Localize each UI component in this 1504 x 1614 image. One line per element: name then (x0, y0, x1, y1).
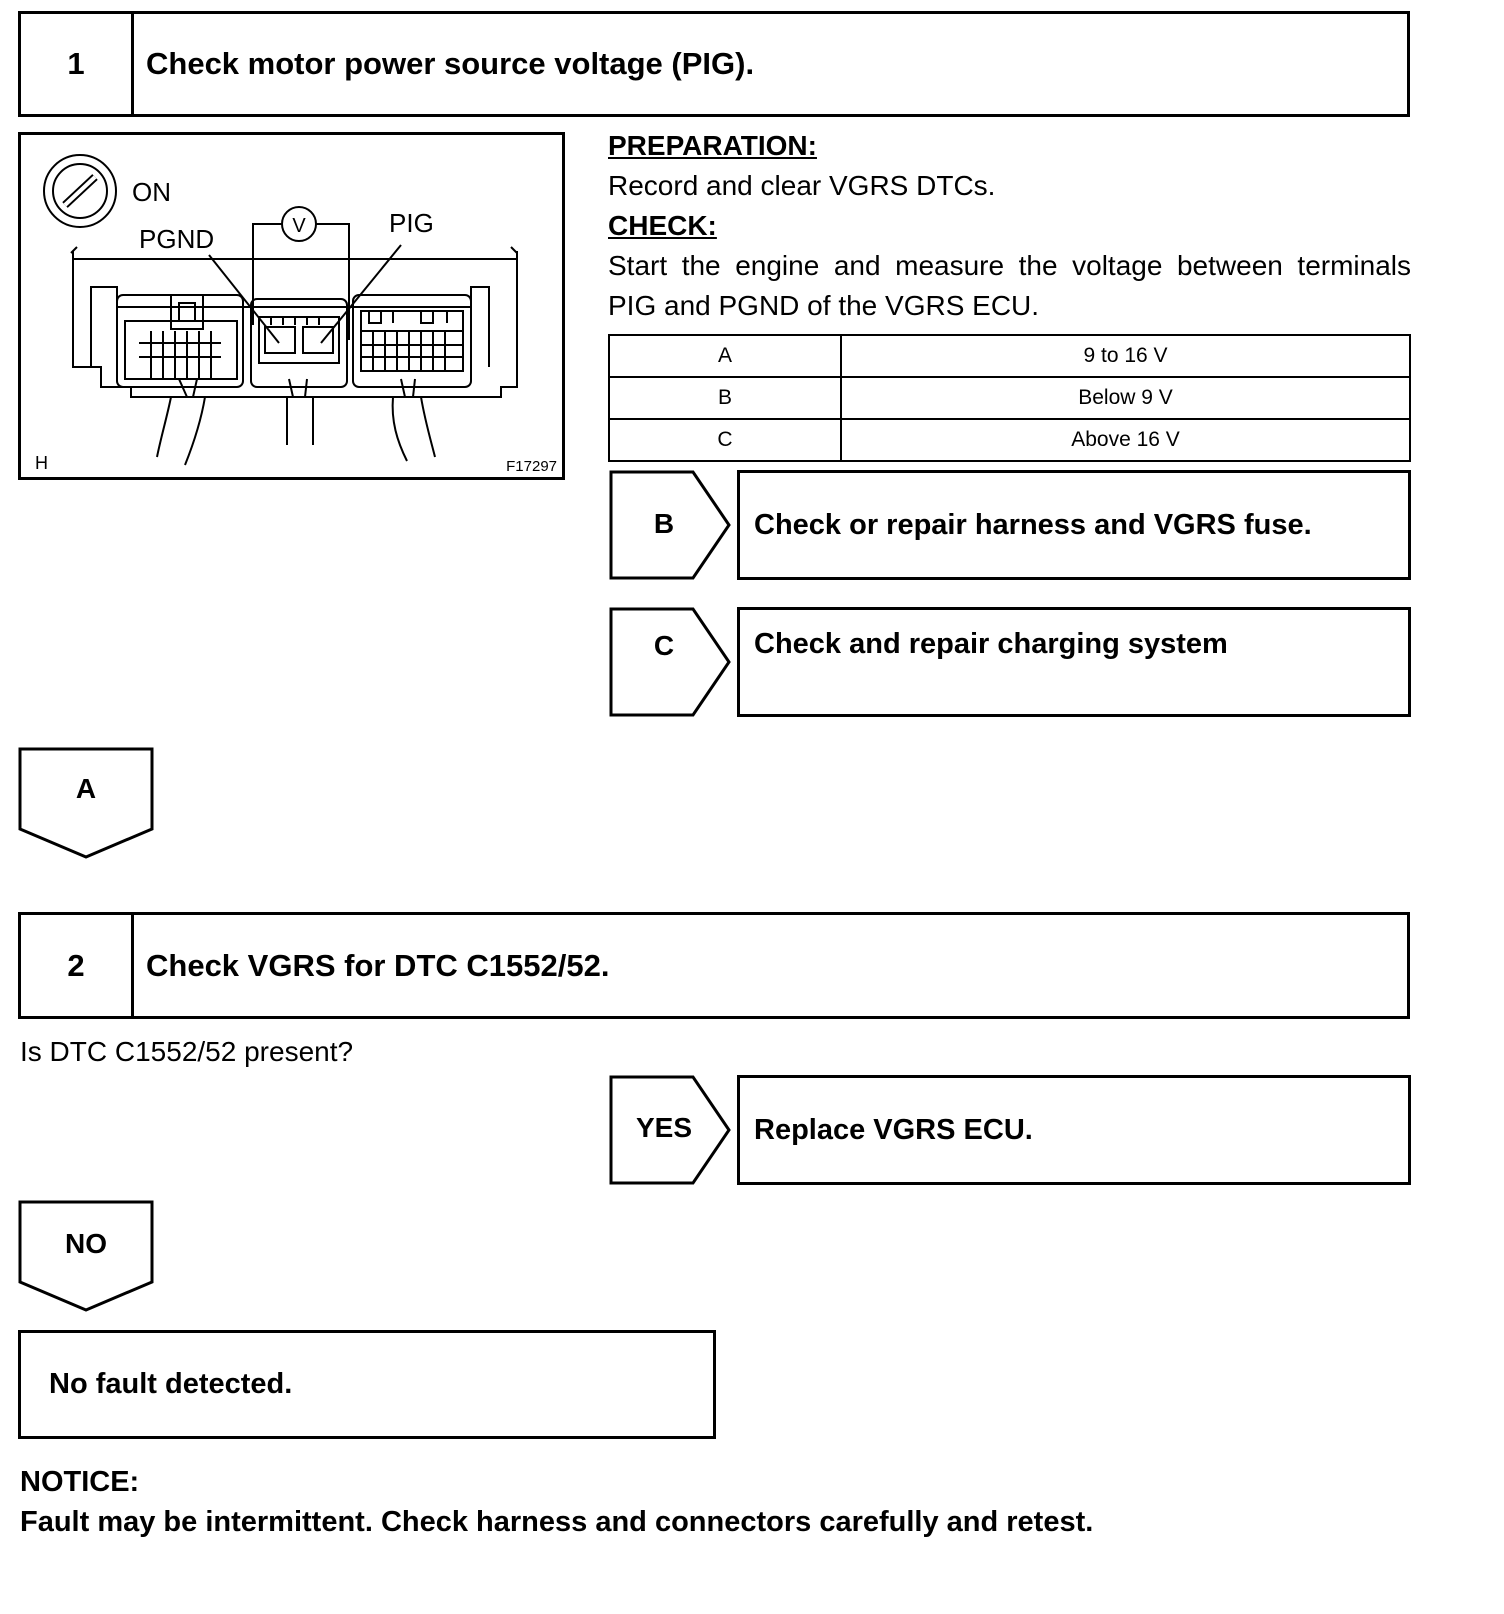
ecu-housing (71, 245, 517, 465)
voltmeter-label: V (292, 215, 306, 237)
step-number: 1 (21, 14, 134, 114)
notice-text: Fault may be intermittent. Check harness and connectors carefully and retest. (20, 1506, 1094, 1538)
continue-no-label: NO (65, 1228, 107, 1259)
results-table (608, 334, 1411, 462)
value-cell: Above 16 V (841, 419, 1410, 461)
branch-yes-action-text: Replace VGRS ECU. (754, 1113, 1033, 1146)
branch-b-action (737, 470, 1411, 580)
branch-b-action-text: Check or repair harness and VGRS fuse. (754, 508, 1312, 541)
figure-id: F17297 (506, 458, 557, 475)
branch-c-action (737, 607, 1411, 717)
ignition-key-icon (44, 155, 116, 227)
branch-c-label: C (653, 630, 675, 661)
preparation-text: Record and clear VGRS DTCs. (608, 170, 996, 201)
table-row (609, 419, 1410, 461)
check-text: Start the engine and measure the voltage between terminals PIG and PGND of the VGRS ECU. (608, 250, 1411, 321)
branch-c-action-text: Check and repair charging system (754, 628, 1228, 660)
ecu-connector-diagram (21, 135, 562, 477)
step-number: 2 (21, 915, 134, 1016)
branch-b-label: B (653, 508, 675, 539)
step-1-header (18, 11, 1410, 117)
no-fault-box (18, 1330, 716, 1439)
step-title: Check motor power source voltage (PIG). (146, 46, 755, 81)
check-heading: CHECK: (608, 210, 717, 241)
step-2-header (18, 912, 1410, 1019)
instructions (608, 126, 1411, 326)
value-cell: 9 to 16 V (841, 335, 1410, 377)
branch-c-arrow (609, 607, 733, 717)
step-title: Check VGRS for DTC C1552/52. (146, 947, 610, 983)
branch-yes-label: YES (635, 1112, 693, 1143)
connector-figure (18, 132, 565, 480)
branch-yes-action (737, 1075, 1411, 1185)
question-text: Is DTC C1552/52 present? (20, 1036, 354, 1067)
continue-a-label: A (75, 773, 97, 804)
value-cell: Below 9 V (841, 377, 1410, 419)
pig-label: PIG (389, 208, 434, 238)
result-cell: C (609, 419, 841, 461)
preparation-heading: PREPARATION: (608, 130, 817, 161)
table-row (609, 335, 1410, 377)
result-cell: A (609, 335, 841, 377)
pgnd-label: PGND (139, 224, 215, 254)
result-cell: B (609, 377, 841, 419)
notice-heading: NOTICE: (20, 1466, 140, 1498)
no-fault-text: No fault detected. (49, 1368, 293, 1400)
ignition-on-label: ON (132, 177, 171, 207)
table-row (609, 377, 1410, 419)
figure-corner-label: H (35, 453, 48, 473)
